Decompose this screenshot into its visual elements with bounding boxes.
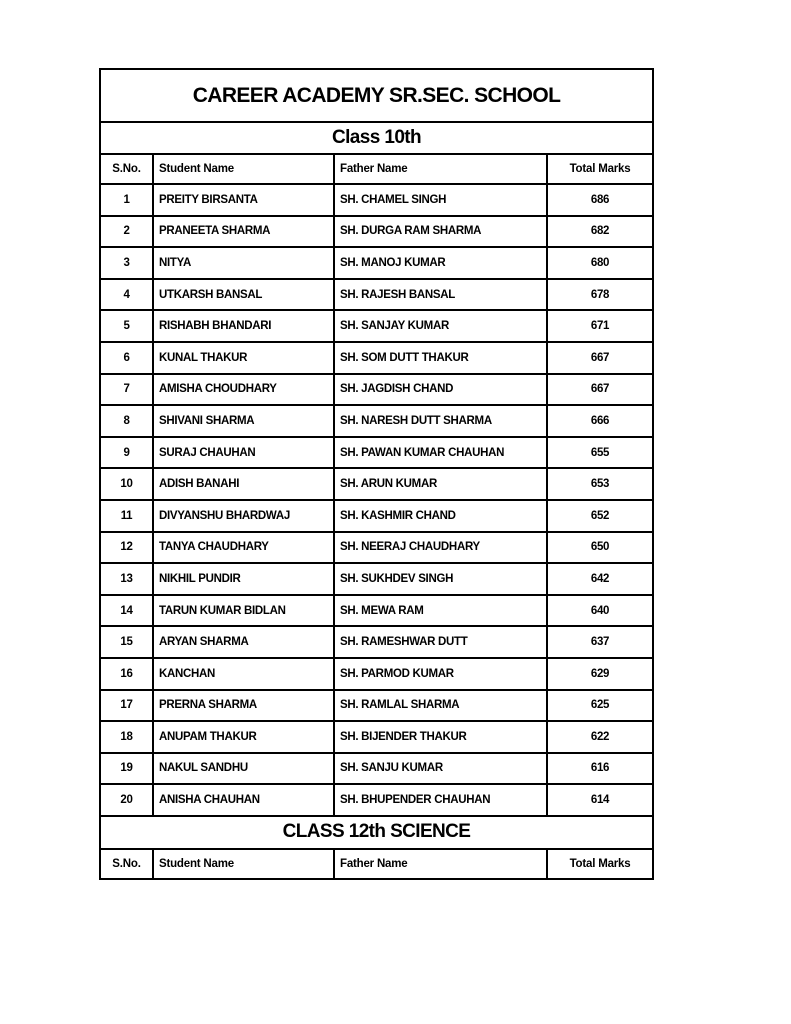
marks-cell: 642 xyxy=(547,563,653,595)
father-name-cell: SH. MANOJ KUMAR xyxy=(334,247,547,279)
student-marks-table xyxy=(99,68,654,880)
father-name-cell: SH. NEERAJ CHAUDHARY xyxy=(334,532,547,564)
father-name-cell: SH. RAJESH BANSAL xyxy=(334,279,547,311)
student-name-cell: SURAJ CHAUHAN xyxy=(153,437,334,469)
student-name-cell: UTKARSH BANSAL xyxy=(153,279,334,311)
student-name-column-header: Student Name xyxy=(153,849,334,879)
father-name-cell: SH. DURGA RAM SHARMA xyxy=(334,216,547,248)
student-name-cell: KANCHAN xyxy=(153,658,334,690)
table-row xyxy=(100,532,653,564)
father-name-cell: SH. PARMOD KUMAR xyxy=(334,658,547,690)
sno-column-header: S.No. xyxy=(100,154,153,184)
father-name-cell: SH. BIJENDER THAKUR xyxy=(334,721,547,753)
sno-cell: 4 xyxy=(100,279,153,311)
marks-cell: 650 xyxy=(547,532,653,564)
marks-cell: 686 xyxy=(547,184,653,216)
marks-cell: 629 xyxy=(547,658,653,690)
student-name-cell: KUNAL THAKUR xyxy=(153,342,334,374)
sno-column-header: S.No. xyxy=(100,849,153,879)
student-name-column-header: Student Name xyxy=(153,154,334,184)
marks-cell: 680 xyxy=(547,247,653,279)
marks-cell: 666 xyxy=(547,405,653,437)
sno-cell: 7 xyxy=(100,374,153,406)
class12-section-title: CLASS 12th SCIENCE xyxy=(100,816,653,849)
father-name-cell: SH. RAMESHWAR DUTT xyxy=(334,626,547,658)
father-name-cell: SH. RAMLAL SHARMA xyxy=(334,690,547,722)
table-row xyxy=(100,310,653,342)
table-row xyxy=(100,626,653,658)
sno-cell: 20 xyxy=(100,784,153,816)
sno-cell: 3 xyxy=(100,247,153,279)
total-marks-column-header: Total Marks xyxy=(547,154,653,184)
marks-cell: 667 xyxy=(547,342,653,374)
father-name-cell: SH. SANJAY KUMAR xyxy=(334,310,547,342)
marks-cell: 652 xyxy=(547,500,653,532)
student-name-cell: TANYA CHAUDHARY xyxy=(153,532,334,564)
sno-cell: 15 xyxy=(100,626,153,658)
total-marks-column-header: Total Marks xyxy=(547,849,653,879)
marks-cell: 625 xyxy=(547,690,653,722)
father-name-cell: SH. SOM DUTT THAKUR xyxy=(334,342,547,374)
father-name-cell: SH. ARUN KUMAR xyxy=(334,468,547,500)
table-row xyxy=(100,184,653,216)
sno-cell: 13 xyxy=(100,563,153,595)
sno-cell: 17 xyxy=(100,690,153,722)
student-name-cell: ANISHA CHAUHAN xyxy=(153,784,334,816)
sno-cell: 2 xyxy=(100,216,153,248)
sno-cell: 19 xyxy=(100,753,153,785)
sno-cell: 10 xyxy=(100,468,153,500)
father-name-cell: SH. SANJU KUMAR xyxy=(334,753,547,785)
student-name-cell: NIKHIL PUNDIR xyxy=(153,563,334,595)
class10-title-row xyxy=(100,122,653,154)
sno-cell: 16 xyxy=(100,658,153,690)
sno-cell: 6 xyxy=(100,342,153,374)
table-row xyxy=(100,405,653,437)
sno-cell: 14 xyxy=(100,595,153,627)
father-name-cell: SH. BHUPENDER CHAUHAN xyxy=(334,784,547,816)
father-name-cell: SH. CHAMEL SINGH xyxy=(334,184,547,216)
student-name-cell: RISHABH BHANDARI xyxy=(153,310,334,342)
sno-cell: 9 xyxy=(100,437,153,469)
table-row xyxy=(100,247,653,279)
father-name-cell: SH. SUKHDEV SINGH xyxy=(334,563,547,595)
table-row xyxy=(100,690,653,722)
table-row xyxy=(100,468,653,500)
marks-cell: 671 xyxy=(547,310,653,342)
student-name-cell: SHIVANI SHARMA xyxy=(153,405,334,437)
sno-cell: 18 xyxy=(100,721,153,753)
school-title: CAREER ACADEMY SR.SEC. SCHOOL xyxy=(100,69,653,122)
table-row xyxy=(100,658,653,690)
father-name-cell: SH. NARESH DUTT SHARMA xyxy=(334,405,547,437)
student-name-cell: TARUN KUMAR BIDLAN xyxy=(153,595,334,627)
student-name-cell: NITYA xyxy=(153,247,334,279)
marks-cell: 616 xyxy=(547,753,653,785)
table-row xyxy=(100,500,653,532)
table-row xyxy=(100,342,653,374)
father-name-cell: SH. JAGDISH CHAND xyxy=(334,374,547,406)
class10-body xyxy=(100,184,653,816)
student-name-cell: ARYAN SHARMA xyxy=(153,626,334,658)
student-name-cell: NAKUL SANDHU xyxy=(153,753,334,785)
student-name-cell: PRANEETA SHARMA xyxy=(153,216,334,248)
sno-cell: 8 xyxy=(100,405,153,437)
marks-cell: 637 xyxy=(547,626,653,658)
table-row xyxy=(100,437,653,469)
father-name-cell: SH. MEWA RAM xyxy=(334,595,547,627)
marks-cell: 682 xyxy=(547,216,653,248)
table-row xyxy=(100,374,653,406)
class12-header-row xyxy=(100,849,653,879)
marks-cell: 614 xyxy=(547,784,653,816)
table-row xyxy=(100,753,653,785)
school-title-row xyxy=(100,69,653,122)
father-name-cell: SH. KASHMIR CHAND xyxy=(334,500,547,532)
student-name-cell: PRERNA SHARMA xyxy=(153,690,334,722)
student-name-cell: AMISHA CHOUDHARY xyxy=(153,374,334,406)
sno-cell: 5 xyxy=(100,310,153,342)
marks-cell: 622 xyxy=(547,721,653,753)
class10-section-title: Class 10th xyxy=(100,122,653,154)
marks-cell: 640 xyxy=(547,595,653,627)
student-name-cell: ANUPAM THAKUR xyxy=(153,721,334,753)
class10-header-row xyxy=(100,154,653,184)
marks-cell: 653 xyxy=(547,468,653,500)
student-name-cell: DIVYANSHU BHARDWAJ xyxy=(153,500,334,532)
father-name-column-header: Father Name xyxy=(334,849,547,879)
marks-cell: 655 xyxy=(547,437,653,469)
student-name-cell: ADISH BANAHI xyxy=(153,468,334,500)
class12-title-row xyxy=(100,816,653,849)
table-row xyxy=(100,721,653,753)
table-row xyxy=(100,216,653,248)
marks-cell: 678 xyxy=(547,279,653,311)
sno-cell: 11 xyxy=(100,500,153,532)
table-row xyxy=(100,279,653,311)
sno-cell: 1 xyxy=(100,184,153,216)
table-row xyxy=(100,563,653,595)
father-name-cell: SH. PAWAN KUMAR CHAUHAN xyxy=(334,437,547,469)
table-row xyxy=(100,595,653,627)
student-name-cell: PREITY BIRSANTA xyxy=(153,184,334,216)
table-row xyxy=(100,784,653,816)
sno-cell: 12 xyxy=(100,532,153,564)
marks-cell: 667 xyxy=(547,374,653,406)
father-name-column-header: Father Name xyxy=(334,154,547,184)
